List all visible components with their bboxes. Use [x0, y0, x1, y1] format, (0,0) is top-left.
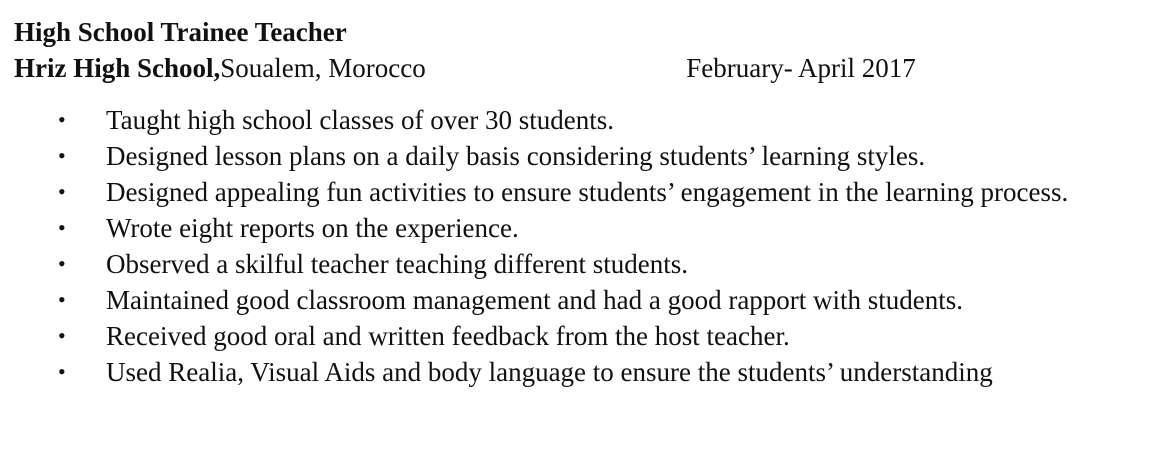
list-item [14, 318, 1164, 354]
list-item-text: Wrote eight reports on the experience. [106, 213, 519, 243]
bullet-icon: • [58, 287, 66, 312]
employer-line [14, 50, 1164, 86]
employment-dates: February- April 2017 [686, 53, 916, 83]
list-item [14, 174, 1164, 210]
list-item-text: Designed lesson plans on a daily basis considering students’ learning styles. [106, 141, 926, 171]
list-item-text: Designed appealing fun activities to ensure students’ engagement in the learning process. [106, 177, 1069, 207]
bullet-icon: • [58, 143, 66, 168]
school-name: Hriz High School, [14, 53, 221, 83]
list-item-text: Taught high school classes of over 30 students. [106, 105, 615, 135]
resume-section [14, 14, 1164, 390]
bullet-icon: • [58, 359, 66, 384]
list-item-text: Received good oral and written feedback from the host teacher. [106, 321, 790, 351]
duties-list [14, 102, 1164, 390]
list-item-text: Observed a skilful teacher teaching different students. [106, 249, 689, 279]
list-item [14, 282, 1164, 318]
list-item [14, 138, 1164, 174]
list-item [14, 210, 1164, 246]
job-title: High School Trainee Teacher [14, 17, 347, 47]
list-item-text: Maintained good classroom management and had a good rapport with students. [106, 285, 964, 315]
list-item [14, 102, 1164, 138]
list-item [14, 354, 1164, 390]
bullet-icon: • [58, 323, 66, 348]
school-location: Soualem, Morocco [220, 53, 426, 83]
bullet-icon: • [58, 179, 66, 204]
list-item-text: Used Realia, Visual Aids and body language to ensure the students’ understanding [106, 357, 993, 387]
bullet-icon: • [58, 215, 66, 240]
bullet-icon: • [58, 251, 66, 276]
list-item [14, 246, 1164, 282]
bullet-icon: • [58, 107, 66, 132]
